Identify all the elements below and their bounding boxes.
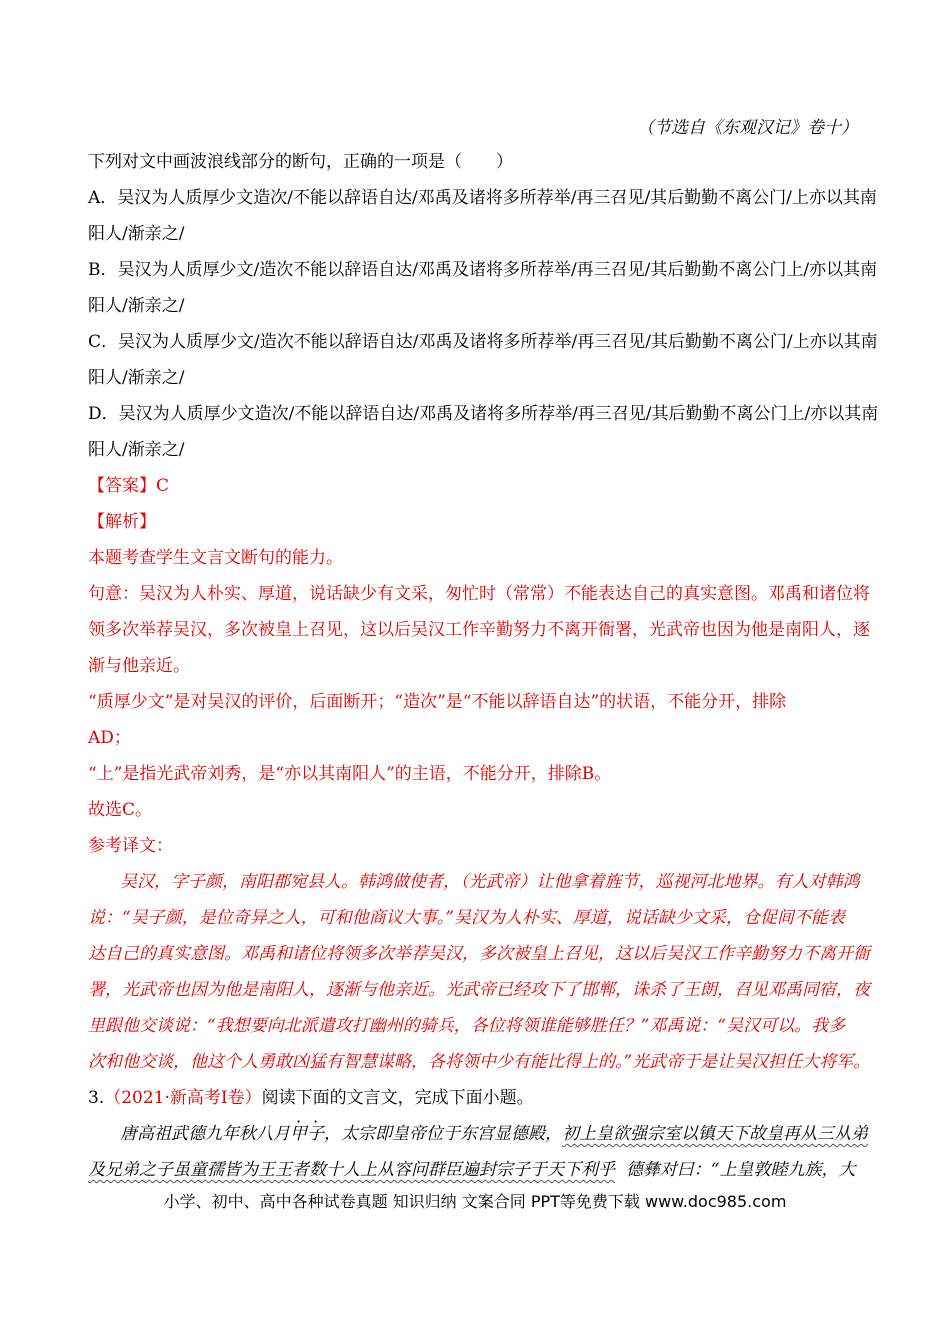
emphasis-char: 子 xyxy=(307,1124,324,1144)
wavy-underlined-text: 及兄弟之子虽童孺皆为王王者数十人上从容问群臣遍封宗子于天下利乎 xyxy=(88,1160,615,1180)
analysis-line: 本题考查学生文言文断句的能力。 xyxy=(88,548,343,568)
passage-text: 唐高祖武德九年秋八月 xyxy=(120,1124,290,1144)
passage-text: 德彝对曰：“上皇敦睦九族，大 xyxy=(625,1160,856,1180)
translation-line: 吴汉，字子颜，南阳郡宛县人。韩鸿做使者，（光武帝）让他拿着旌节，巡视河北地界。有人对韩鸿 xyxy=(120,872,860,892)
option-a-line1: A．吴汉为人质厚少文造次/不能以辞语自达/邓禹及诸将多所荐举/再三召见/其后勤勤不离公门/上亦以其南 xyxy=(88,188,877,208)
translation-line: 说：“吴子颜，是位奇异之人，可和他商议大事。”吴汉为人朴实、厚道，说话缺少文采，仓促间不能表 xyxy=(88,908,845,928)
translation-line: 署，光武帝也因为他是南阳人，逐渐与他亲近。光武帝已经攻下了邯郸，诛杀了王朗，召见邓禹同宿，夜 xyxy=(88,980,870,1000)
analysis-line: 故选C。 xyxy=(88,800,153,820)
translation-line: 次和他交谈，他这个人勇敢凶猛有智慧谋略，各将领中少有能比得上的。”光武帝于是让吴汉担任大将军。 xyxy=(88,1052,871,1072)
analysis-line: AD； xyxy=(88,728,131,748)
question-instruction: 阅读下面的文言文，完成下面小题。 xyxy=(261,1088,534,1108)
analysis-line: 句意：吴汉为人朴实、厚道，说话缺少有文采，匆忙时（常常）不能表达自己的真实意图。邓禹和诸位将 xyxy=(88,584,870,604)
option-b-line1: B．吴汉为人质厚少文/造次不能以辞语自达/邓禹及诸将多所荐举/再三召见/其后勤勤不离公门上/亦以其南 xyxy=(88,260,878,280)
analysis-line: “质厚少文”是对吴汉的评价，后面断开；“造次”是“不能以辞语自达”的状语，不能分开，排除 xyxy=(88,692,787,712)
passage-line xyxy=(120,1122,868,1146)
answer-label: 【答案】C xyxy=(88,476,170,496)
passage-line xyxy=(88,1158,863,1182)
analysis-line: “上”是指光武帝刘秀，是“亦以其南阳人”的主语，不能分开，排除B。 xyxy=(88,764,612,784)
option-b-line2: 阳人/渐亲之/ xyxy=(88,296,185,316)
analysis-line: 领多次举荐吴汉，多次被皇上召见，这以后吴汉工作辛勤努力不离开衙署，光武帝也因为他是南阳人，逐 xyxy=(88,620,870,640)
option-c-line2: 阳人/渐亲之/ xyxy=(88,368,185,388)
page-footer: 小学、初中、高中各种试卷真题 知识归纳 文案合同 PPT等免费下载 www.doc985.com xyxy=(163,1192,787,1211)
exam-source-tag: （2021·新高考Ⅰ卷） xyxy=(104,1088,262,1108)
source-note: （节选自《东观汉记》卷十） xyxy=(637,118,858,138)
emphasis-char: 甲 xyxy=(290,1124,307,1144)
option-a-line2: 阳人/渐亲之/ xyxy=(88,224,185,244)
question-text: 下列对文中画波浪线部分的断句，正确的一项是（ ） xyxy=(88,152,513,172)
option-d-line1: D．吴汉为人质厚少文造次/不能以辞语自达/邓禹及诸将多所荐举/再三召见/其后勤勤不离公门上/亦以其南 xyxy=(88,404,879,424)
wavy-underlined-text: 初上皇欲强宗室以镇天下故皇再从三从弟 xyxy=(562,1124,868,1144)
analysis-line: 渐与他亲近。 xyxy=(88,656,190,676)
translation-line: 里跟他交谈说：“我想要向北派遣攻打幽州的骑兵，各位将领谁能够胜任？”邓禹说：“吴汉可以。我多 xyxy=(88,1016,846,1036)
question-number: 3. xyxy=(88,1088,105,1108)
question-3-heading xyxy=(88,1086,863,1110)
translation-line: 达自己的真实意图。邓禹和诸位将领多次举荐吴汉，多次被皇上召见，这以后吴汉工作辛勤努力不离开衙 xyxy=(88,944,870,964)
passage-text: ，太宗即皇帝位于东宫显德殿， xyxy=(324,1124,562,1144)
analysis-label: 【解析】 xyxy=(88,512,156,532)
option-c-line1: C．吴汉为人质厚少文/造次不能以辞语自达/邓禹及诸将多所荐举/再三召见/其后勤勤不离公门/上亦以其南 xyxy=(88,332,878,352)
translation-label: 参考译文： xyxy=(88,836,173,856)
option-d-line2: 阳人/渐亲之/ xyxy=(88,440,185,460)
